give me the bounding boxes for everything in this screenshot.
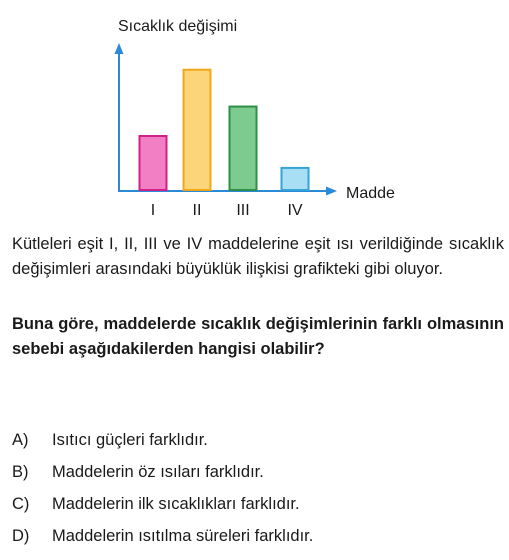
option-text: Maddelerin ilk sıcaklıkları farklıdır. [52, 495, 300, 513]
option-letter: D) [12, 527, 30, 545]
option-text: Isıtıcı güçleri farklıdır. [52, 431, 208, 449]
x-axis-label: Madde [346, 185, 395, 202]
x-tick-label: IV [287, 202, 303, 219]
option-c[interactable] [12, 491, 504, 523]
x-tick-label: III [236, 202, 250, 219]
question-prompt: Buna göre, maddelerde sıcaklık değişimlerinin farklı olmasının sebebi aşağıdakilerden hangisi olabilir? [12, 315, 504, 358]
y-axis-label: Sıcaklık değişimi [118, 18, 238, 35]
bar-chart [0, 0, 509, 222]
option-letter: A) [12, 431, 29, 449]
tick-labels-group [151, 202, 303, 219]
option-letter: C) [12, 495, 30, 513]
answer-options [12, 427, 504, 555]
x-axis-arrowhead [326, 187, 337, 196]
option-d[interactable] [12, 523, 504, 555]
bar-II [184, 70, 211, 190]
option-b[interactable] [12, 459, 504, 491]
bars-group [140, 70, 309, 190]
option-text: Maddelerin ısıtılma süreleri farklıdır. [52, 527, 314, 545]
option-letter: B) [12, 463, 29, 481]
bar-IV [282, 168, 309, 190]
question-stem: Kütleleri eşit I, II, III ve IV maddelerine eşit ısı verildiğinde sıcaklık değişimleri arasındaki büyüklük ilişkisi grafikteki gibi oluyor. [12, 235, 504, 278]
y-axis-arrowhead [115, 43, 124, 54]
option-text: Maddelerin öz ısıları farklıdır. [52, 463, 264, 481]
bar-III [230, 107, 257, 190]
x-tick-label: I [150, 202, 156, 219]
option-a[interactable] [12, 427, 504, 459]
x-tick-label: II [192, 202, 202, 219]
bar-I [140, 136, 167, 190]
